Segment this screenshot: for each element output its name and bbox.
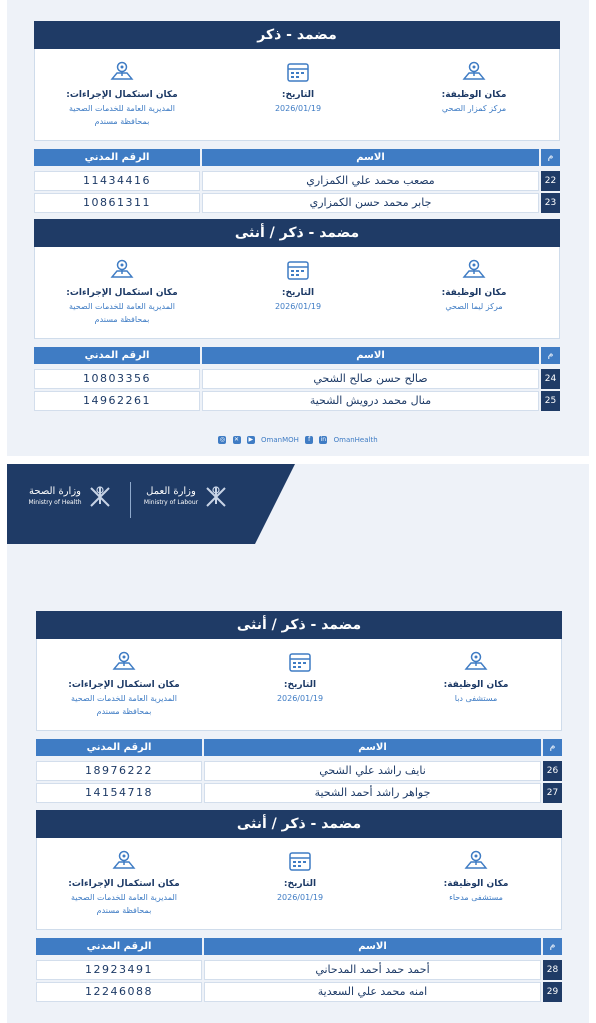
social-footer xyxy=(7,436,589,450)
row-civil: 12246088 xyxy=(36,982,202,1002)
info-box xyxy=(34,247,560,339)
table-row xyxy=(36,761,562,781)
document-page-1 xyxy=(7,0,589,456)
section-title: مضمد - ذكر xyxy=(34,21,560,49)
procedures-value-line2: بمحافظة مسندم xyxy=(96,707,152,716)
date-value: 2026/01/19 xyxy=(274,302,322,311)
date-label: التاريخ: xyxy=(283,680,317,690)
col-name-header: الاسم xyxy=(202,149,539,166)
location-pin-icon xyxy=(461,257,487,283)
table-row xyxy=(36,960,562,980)
col-num-header: م xyxy=(541,149,560,166)
row-num: 24 xyxy=(541,369,560,389)
info-box xyxy=(36,639,562,731)
calendar-icon xyxy=(287,848,313,874)
job-section xyxy=(34,219,560,413)
date-label: التاريخ: xyxy=(281,90,315,100)
logo-divider xyxy=(130,482,131,518)
row-num: 22 xyxy=(541,171,560,191)
job-location-value: مستشفى مدحاء xyxy=(449,893,503,902)
candidates-table xyxy=(34,347,560,411)
location-pin-icon xyxy=(461,59,487,85)
col-civil-header: الرقم المدني xyxy=(36,739,202,756)
job-location-col xyxy=(391,848,561,904)
candidates-table xyxy=(36,739,562,803)
col-num-header: م xyxy=(543,739,562,756)
date-label: التاريخ: xyxy=(283,879,317,889)
section-title: مضمد - ذكر / أنثى xyxy=(36,611,562,639)
row-civil: 18976222 xyxy=(36,761,202,781)
date-value: 2026/01/19 xyxy=(276,893,324,902)
row-civil: 12923491 xyxy=(36,960,202,980)
date-col xyxy=(213,257,383,313)
youtube-icon: ▶ xyxy=(248,436,254,443)
job-location-col xyxy=(389,257,559,313)
row-civil: 14154718 xyxy=(36,783,202,803)
location-pin-icon xyxy=(463,649,489,675)
moh-name-en: Ministry of Health xyxy=(28,499,82,506)
procedures-value-line1: المديرية العامة للخدمات الصحية xyxy=(69,302,175,311)
table-row xyxy=(34,391,560,411)
mol-logo xyxy=(141,486,201,506)
mol-name-ar: وزارة العمل xyxy=(146,486,196,497)
info-box xyxy=(36,838,562,930)
linkedin-icon: in xyxy=(320,436,327,443)
row-num: 25 xyxy=(541,391,560,411)
job-location-label: مكان الوظيفة: xyxy=(443,879,509,889)
col-num-header: م xyxy=(541,347,560,364)
location-pin-icon xyxy=(463,848,489,874)
moh-logo xyxy=(25,486,85,506)
col-num-header: م xyxy=(543,938,562,955)
procedures-label: مكان استكمال الإجراءات: xyxy=(66,288,178,298)
row-name: جواهر راشد أحمد الشحية xyxy=(204,783,541,803)
row-name: صالح حسن صالح الشحي xyxy=(202,369,539,389)
table-row xyxy=(36,783,562,803)
procedures-label: مكان استكمال الإجراءات: xyxy=(68,680,180,690)
table-row xyxy=(34,171,560,191)
row-num: 23 xyxy=(541,193,560,213)
candidates-table xyxy=(36,938,562,1002)
table-row xyxy=(36,982,562,1002)
row-num: 27 xyxy=(543,783,562,803)
social-handle-moh: OmanMOH xyxy=(261,436,299,444)
info-box xyxy=(34,49,560,141)
mol-name-en: Ministry of Labour xyxy=(143,499,199,506)
procedures-value-line1: المديرية العامة للخدمات الصحية xyxy=(69,104,175,113)
location-pin-icon xyxy=(109,59,135,85)
date-col xyxy=(215,848,385,904)
col-name-header: الاسم xyxy=(204,739,541,756)
table-header xyxy=(34,149,560,169)
date-col xyxy=(213,59,383,115)
calendar-icon xyxy=(287,649,313,675)
row-name: منال محمد درويش الشحية xyxy=(202,391,539,411)
social-handle-health: OmanHealth xyxy=(333,436,378,444)
table-header xyxy=(36,938,562,958)
job-location-label: مكان الوظيفة: xyxy=(441,288,507,298)
job-location-label: مكان الوظيفة: xyxy=(441,90,507,100)
row-num: 26 xyxy=(543,761,562,781)
section-title: مضمد - ذكر / أنثى xyxy=(36,810,562,838)
date-value: 2026/01/19 xyxy=(274,104,322,113)
col-name-header: الاسم xyxy=(204,938,541,955)
job-location-value: مستشفى دبا xyxy=(454,694,498,703)
date-label: التاريخ: xyxy=(281,288,315,298)
procedures-value-line2: بمحافظة مسندم xyxy=(94,117,150,126)
row-name: مصعب محمد علي الكمزاري xyxy=(202,171,539,191)
oman-emblem-icon xyxy=(203,484,229,510)
procedures-value-line2: بمحافظة مسندم xyxy=(96,906,152,915)
procedures-value-line1: المديرية العامة للخدمات الصحية xyxy=(71,893,177,902)
col-civil-header: الرقم المدني xyxy=(34,149,200,166)
table-row xyxy=(34,369,560,389)
job-section xyxy=(36,810,562,1004)
procedures-value-line1: المديرية العامة للخدمات الصحية xyxy=(71,694,177,703)
row-name: جابر محمد حسن الكمزاري xyxy=(202,193,539,213)
row-civil: 11434416 xyxy=(34,171,200,191)
job-location-value: مركز كمزار الصحي xyxy=(441,104,507,113)
date-col xyxy=(215,649,385,705)
procedures-col xyxy=(39,649,209,718)
moh-name-ar: وزارة الصحة xyxy=(29,486,81,497)
row-num: 29 xyxy=(543,982,562,1002)
job-location-label: مكان الوظيفة: xyxy=(443,680,509,690)
section-title: مضمد - ذكر / أنثى xyxy=(34,219,560,247)
document-page-2 xyxy=(7,464,589,1023)
row-num: 28 xyxy=(543,960,562,980)
procedures-col xyxy=(37,257,207,326)
location-pin-icon xyxy=(109,257,135,283)
job-location-col xyxy=(389,59,559,115)
banner-slant xyxy=(255,464,295,544)
row-name: نايف راشد علي الشحي xyxy=(204,761,541,781)
row-name: امنه محمد علي السعدية xyxy=(204,982,541,1002)
procedures-col xyxy=(37,59,207,128)
col-civil-header: الرقم المدني xyxy=(34,347,200,364)
x-icon: ✕ xyxy=(234,436,240,443)
row-civil: 14962261 xyxy=(34,391,200,411)
oman-emblem-icon xyxy=(87,484,113,510)
col-civil-header: الرقم المدني xyxy=(36,938,202,955)
procedures-value-line2: بمحافظة مسندم xyxy=(94,315,150,324)
job-location-value: مركز ليما الصحي xyxy=(445,302,503,311)
job-location-col xyxy=(391,649,561,705)
location-pin-icon xyxy=(111,848,137,874)
job-section xyxy=(36,611,562,805)
row-name: أحمد حمد أحمد المدحاني xyxy=(204,960,541,980)
location-pin-icon xyxy=(111,649,137,675)
row-civil: 10803356 xyxy=(34,369,200,389)
job-section xyxy=(34,21,560,215)
row-civil: 10861311 xyxy=(34,193,200,213)
table-row xyxy=(34,193,560,213)
facebook-icon: f xyxy=(305,436,313,444)
procedures-label: مكان استكمال الإجراءات: xyxy=(68,879,180,889)
table-header xyxy=(34,347,560,367)
calendar-icon xyxy=(285,257,311,283)
candidates-table xyxy=(34,149,560,213)
col-name-header: الاسم xyxy=(202,347,539,364)
date-value: 2026/01/19 xyxy=(276,694,324,703)
header-banner xyxy=(7,464,255,544)
instagram-icon: ◎ xyxy=(219,436,225,443)
calendar-icon xyxy=(285,59,311,85)
procedures-label: مكان استكمال الإجراءات: xyxy=(66,90,178,100)
table-header xyxy=(36,739,562,759)
procedures-col xyxy=(39,848,209,917)
